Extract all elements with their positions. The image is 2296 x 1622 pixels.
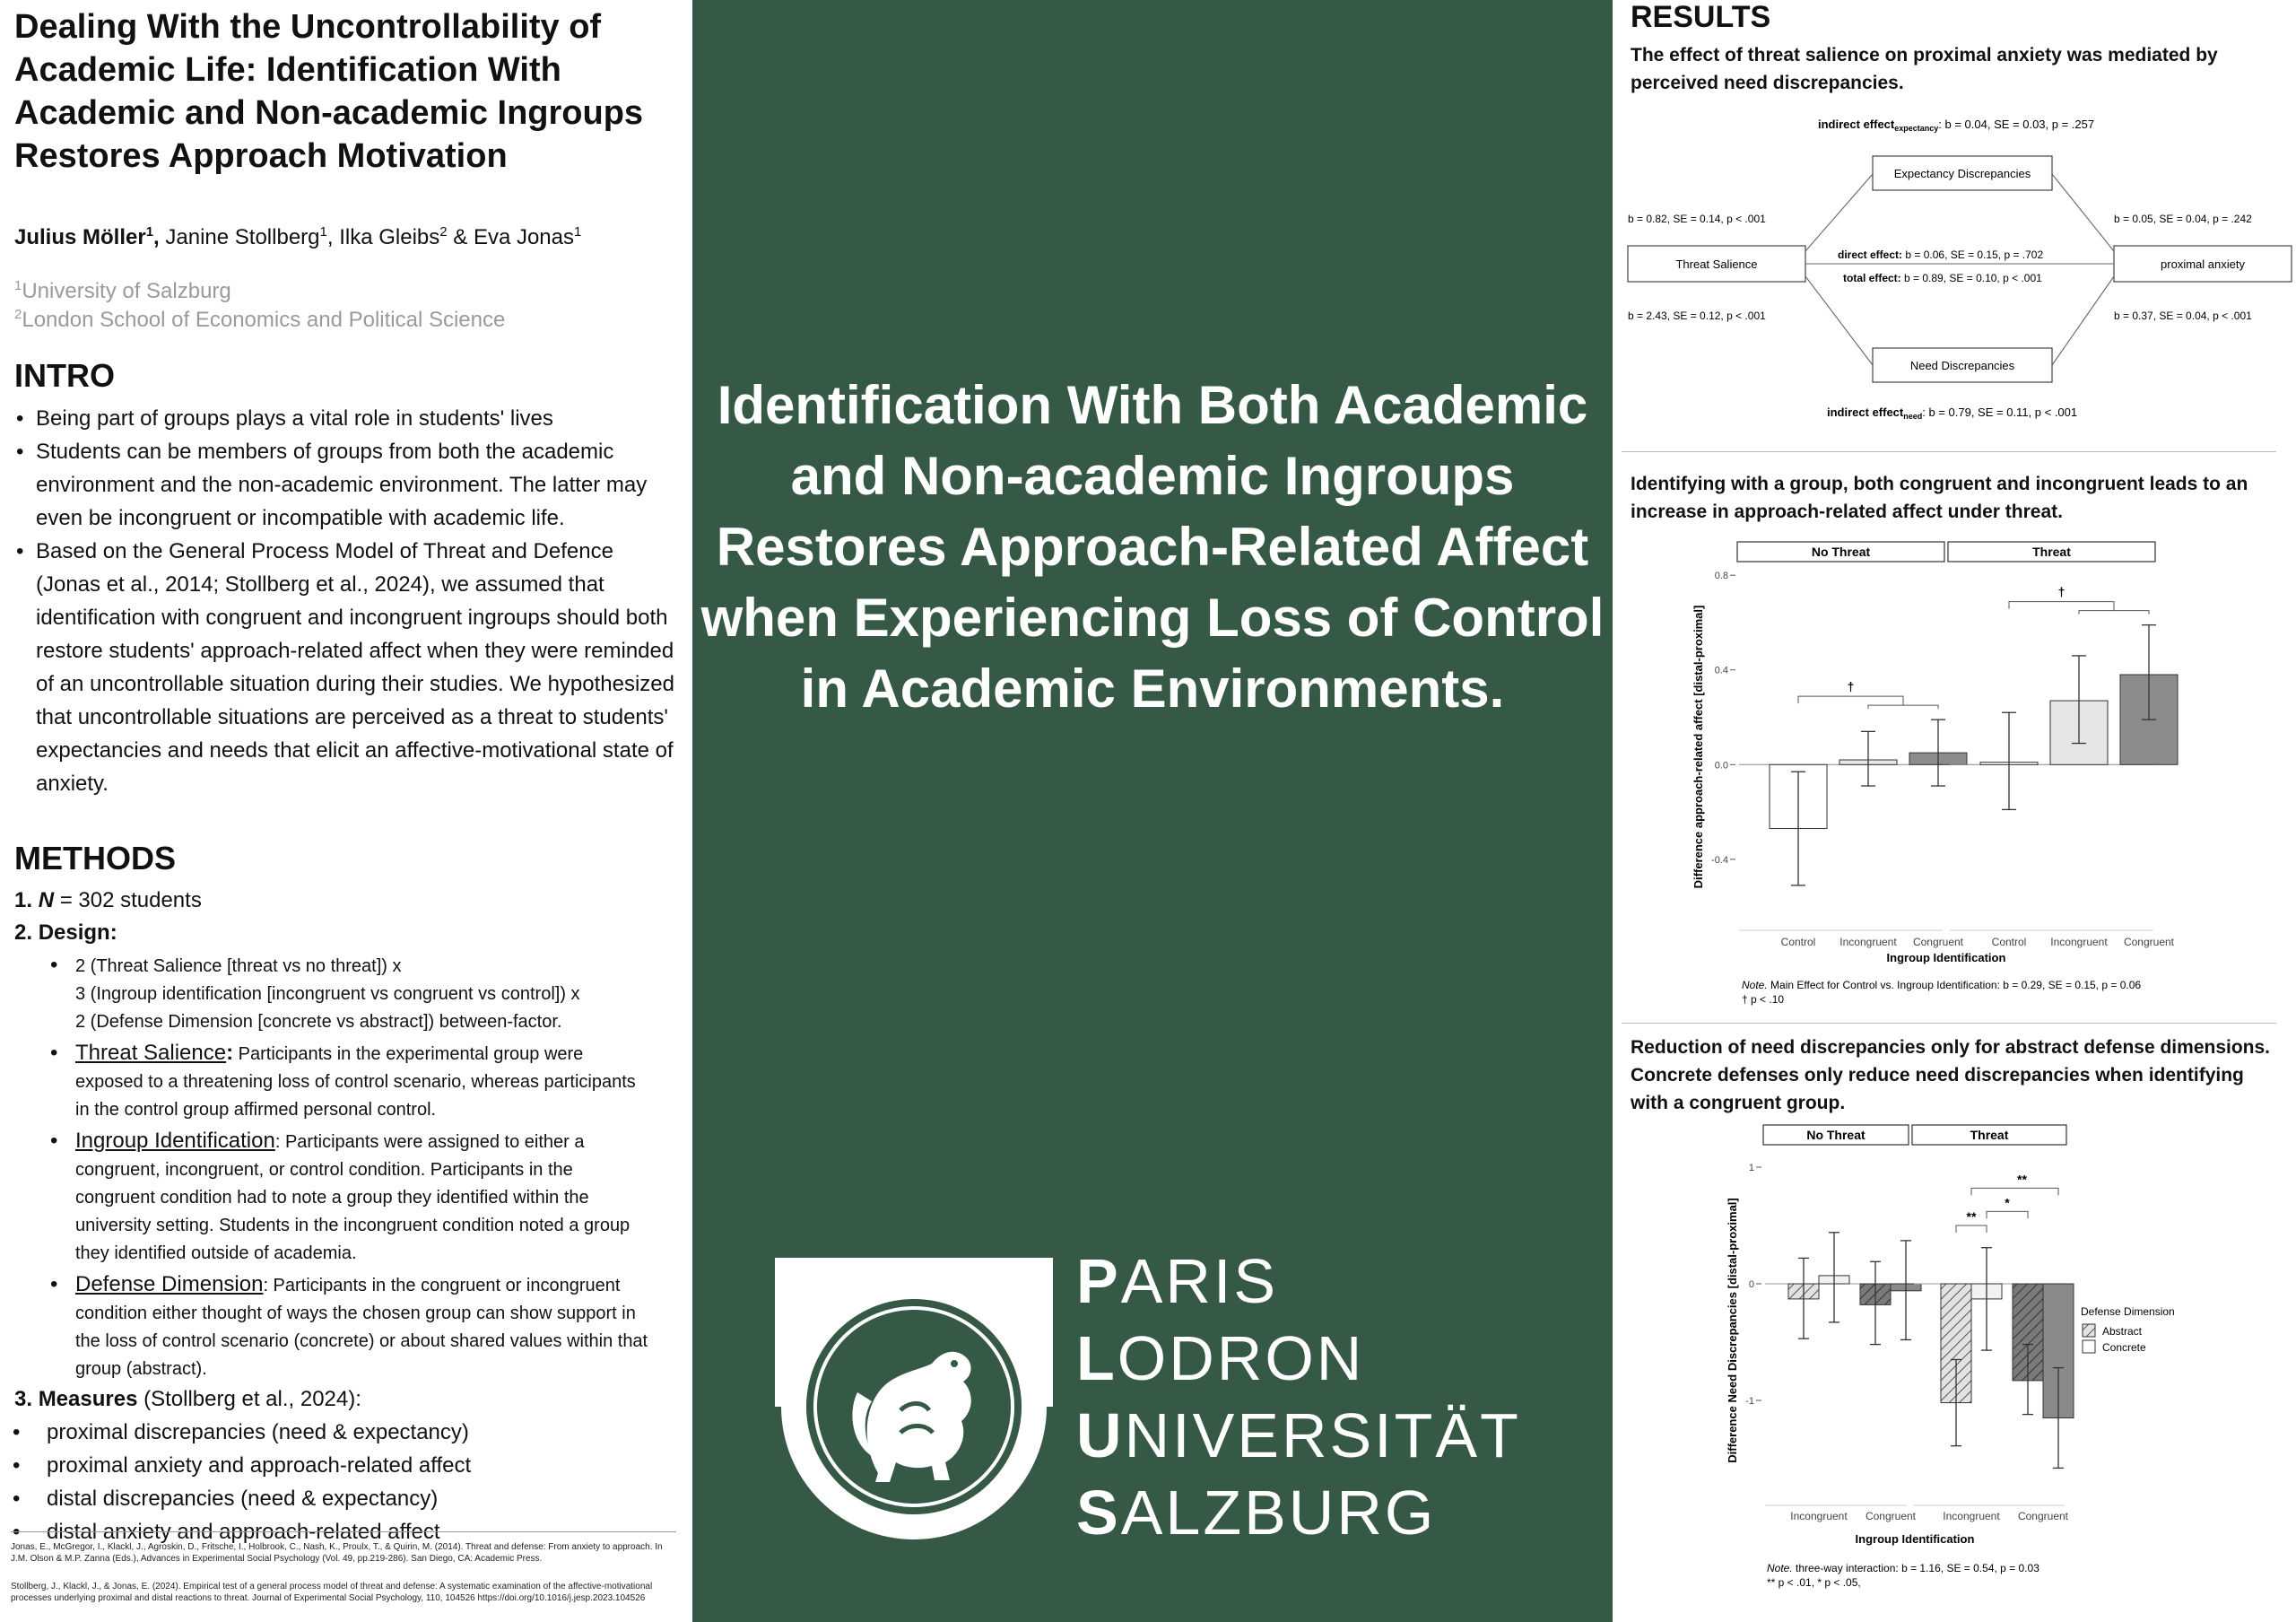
- path-b-expectancy: b = 0.05, SE = 0.04, p = .242: [2114, 213, 2252, 225]
- chart-note-significance: ** p < .01, * p < .05,: [1767, 1576, 1861, 1589]
- mediation-diagram: [1614, 106, 2296, 438]
- approach-affect-chart: [1614, 531, 2296, 1016]
- significance-marker: **: [1966, 1209, 1977, 1224]
- y-tick-label: 0.4: [1714, 665, 1728, 676]
- x-axis-label: Ingroup Identification: [1855, 1532, 1975, 1546]
- y-tick-label: -1: [1745, 1396, 1754, 1407]
- defense-description: Defense Dimension: Participants in the congruent or incongruent condition either thought of ways the chosen group can show support in the loss of control scenario (concrete) or about shared values within that group (abstract).: [75, 1272, 648, 1379]
- ingroup-description: Ingroup Identification: Participants were assigned to either a congruent, incongruent, or control condition. Participants in the congruent condition had to note a group they identified within the university setting. Students in the incongruent condition noted a group they identified outside of academia.: [75, 1129, 631, 1263]
- affiliation-1: $^1$University of Salzburg: [14, 278, 231, 303]
- reference-2: Stollberg, J., Klackl, J., & Jonas, E. (2024). Empirical test of a general process model of threat and defense: A systematic examination of the affective-motivational processes underlying proximal and distal reactions to threat. Journal of Experimental Social Psychology, 110, 104526 https://doi.org/10.1016/j.jesp.2023.104526: [11, 1582, 653, 1603]
- y-axis-label: Difference approach-related affect [distal-proximal]: [1692, 605, 1705, 889]
- x-axis-label: Ingroup Identification: [1886, 951, 2006, 964]
- x-tick-label: Congruent: [1865, 1510, 1917, 1522]
- path-lines: [1805, 174, 2114, 365]
- center-panel: [692, 0, 1613, 1622]
- path-a-expectancy: b = 0.82, SE = 0.14, p < .001: [1628, 213, 1766, 225]
- y-tick-label: 1: [1748, 1163, 1754, 1173]
- results-heading: RESULTS: [1631, 0, 1771, 34]
- reference-divider: [11, 1531, 676, 1532]
- path-a-need: b = 2.43, SE = 0.12, p < .001: [1628, 310, 1766, 322]
- x-tick-label: Congruent: [2123, 936, 2175, 948]
- need-discrepancy-chart: [1614, 1118, 2296, 1622]
- left-column: [0, 0, 691, 1622]
- logo-line-salzburg: SALZBURG: [1076, 1478, 1437, 1548]
- affiliation-2: $^2$London School of Economics and Political Science: [14, 307, 506, 332]
- measures-list: [11, 1416, 674, 1548]
- intro-heading: INTRO: [14, 357, 115, 394]
- x-tick-label: Incongruent: [2050, 936, 2108, 948]
- y-tick-label: -0.4: [1711, 854, 1728, 866]
- svg-text:Need Discrepancies: Need Discrepancies: [1909, 359, 2015, 372]
- y-axis-label: Difference Need Discrepancies [distal-proximal]: [1726, 1198, 1739, 1463]
- svg-text:Expectancy Discrepancies: Expectancy Discrepancies: [1893, 167, 2031, 180]
- chart-note: Note. Main Effect for Control vs. Ingroup Identification: b = 0.29, SE = 0.15, p = 0.06: [1742, 979, 2142, 991]
- chart-note: Note. three-way interaction: b = 1.16, SE = 0.54, p = 0.03: [1767, 1562, 2039, 1574]
- results-subtitle-affect: Identifying with a group, both congruent and incongruent leads to an increase in approach-related affect under threat.: [1631, 474, 2248, 522]
- node-expectancy: [1873, 156, 2052, 190]
- bullet-dot: •: [50, 953, 58, 977]
- intro-bullet: • Students can be members of groups from both the academic environment and the non-academic environment. The latter may even be incongruent or incompatible with academic life.: [14, 435, 678, 535]
- legend-swatch-concrete: [2083, 1340, 2095, 1353]
- legend-title: Defense Dimension: [2081, 1305, 2175, 1318]
- x-tick-label: Incongruent: [1790, 1510, 1848, 1522]
- bullet-dot: •: [50, 1041, 58, 1065]
- significance-marker: *: [2005, 1195, 2010, 1210]
- x-tick-label: Congruent: [1912, 936, 1964, 948]
- methods-n: 1. N = 302 students: [14, 888, 202, 912]
- measure-item: • distal anxiety and approach-related affect: [11, 1515, 674, 1548]
- facet-strip-label: Threat: [1970, 1128, 2009, 1142]
- group-bracket: [2079, 611, 2149, 615]
- significance-marker: **: [2017, 1172, 2027, 1187]
- legend-label-abstract: Abstract: [2102, 1325, 2143, 1338]
- path-b-need: b = 0.37, SE = 0.04, p < .001: [2114, 310, 2252, 322]
- threat-salience-description: Threat Salience: Participants in the experimental group were exposed to a threatening loss of control scenario, whereas participants in the control group affirmed personal control.: [75, 1041, 636, 1120]
- section-divider: [1622, 451, 2276, 452]
- bullet-dot: •: [50, 1272, 58, 1296]
- poster-title: Dealing With the Uncontrollability of Academic Life: Identification With Academic and Non-academic Ingroups Restores Approach Motivation: [14, 8, 644, 175]
- significance-bracket: [1956, 1225, 1987, 1233]
- facet-strip-label: Threat: [2032, 545, 2071, 559]
- node-proximal-anxiety: [2114, 246, 2292, 282]
- x-tick-label: Incongruent: [1839, 936, 1897, 948]
- measure-item: • proximal anxiety and approach-related affect: [11, 1449, 674, 1482]
- lion-seal-icon: [775, 1258, 1053, 1543]
- direct-effect: direct effect: b = 0.06, SE = 0.15, p = .702: [1838, 249, 2044, 261]
- chart-note-significance: † p < .10: [1742, 993, 1785, 1006]
- design-text: 2 (Threat Salience [threat vs no threat]) x 3 (Ingroup identification [incongruent vs congruent vs control]) x 2 (Defense Dimension [concrete vs abstract]) between-factor.: [75, 956, 580, 1032]
- total-effect: total effect: b = 0.89, SE = 0.10, p < .001: [1843, 272, 2042, 284]
- x-tick-label: Control: [1991, 936, 2027, 948]
- intro-bullet: • Based on the General Process Model of Threat and Defence (Jonas et al., 2014; Stollberg et al., 2024), we assumed that identification with congruent and incongruent ingroups should both restore students' approach-related affect when they were reminded of an uncontrollable situation during their studies. We hypothesized that uncontrollable situations are perceived as a threat to students' expectancies and needs that elicit an affective-motivational state of anxiety.: [14, 535, 678, 800]
- legend-swatch-abstract: [2083, 1324, 2095, 1337]
- tagline: Identification With Both Academic and Non-academic Ingroups Restores Approach-Related Affect when Experiencing Loss of Control in Academic Environments.: [700, 375, 1605, 719]
- group-bracket: [1868, 705, 1938, 709]
- facet-strip-label: No Threat: [1811, 545, 1871, 559]
- indirect-effect-expectancy: indirect effect$_{expectancy}$: b = 0.04, SE = 0.03, p = .257: [1818, 118, 2095, 133]
- measure-item: • distal discrepancies (need & expectancy): [11, 1482, 674, 1515]
- significance-bracket: [2009, 602, 2114, 611]
- results-subtitle-need: Reduction of need discrepancies only for abstract defense dimensions. Concrete defenses only reduce need discrepancies when identifying with a congruent group.: [1631, 1037, 2271, 1113]
- node-need: [1873, 348, 2052, 382]
- significance-bracket: [1987, 1211, 2028, 1218]
- results-subtitle-mediation: The effect of threat salience on proximal anxiety was mediated by perceived need discrepancies.: [1631, 45, 2218, 93]
- significance-marker: †: [1847, 679, 1855, 694]
- methods-design-heading: 2. Design:: [14, 920, 117, 945]
- legend-label-concrete: Concrete: [2102, 1341, 2146, 1354]
- significance-marker: †: [2057, 584, 2066, 599]
- y-tick-label: 0.8: [1714, 571, 1728, 582]
- indirect-effect-need: indirect effect$_{need}$: b = 0.79, SE = 0.11, p < .001: [1827, 406, 2078, 421]
- x-tick-label: Control: [1780, 936, 1816, 948]
- significance-bracket: [1798, 696, 1903, 705]
- logo-line-paris: PARIS: [1076, 1246, 1279, 1316]
- reference-1: Jonas, E., McGregor, I., Klackl, J., Agroskin, D., Fritsche, I., Holbrook, C., Nash, K., Proulx, T., & Quirin, M. (2014). Threat and defense: From anxiety to approach. In J.M. Olson & M.P. Zanna (Eds.), Advances in Experimental Social Psychology (Vol. 49, pp.219-286). San Diego, CA: Academic Press.: [11, 1542, 663, 1564]
- author-list: Julius Möller$^1$, Janine Stollberg$^1$, Ilka Gleibs$^2$ & Eva Jonas$^1$: [14, 224, 582, 249]
- intro-list: [14, 402, 678, 800]
- y-tick-label: 0: [1748, 1279, 1754, 1290]
- results-column: [1614, 0, 2296, 1622]
- node-threat-salience: [1628, 246, 1805, 282]
- intro-bullet: • Being part of groups plays a vital role in students' lives: [14, 402, 678, 435]
- measures-heading: 3. Measures (Stollberg et al., 2024):: [14, 1387, 361, 1411]
- x-tick-label: Incongruent: [1943, 1510, 2000, 1522]
- bullet-dot: •: [50, 1129, 58, 1153]
- facet-strip-label: No Threat: [1806, 1128, 1866, 1142]
- logo-line-lodron: LODRON: [1076, 1323, 1365, 1393]
- significance-bracket: [1971, 1188, 2058, 1195]
- svg-text:Threat Salience: Threat Salience: [1675, 257, 1758, 271]
- x-tick-label: Congruent: [2017, 1510, 2069, 1522]
- section-divider: [1622, 1023, 2276, 1024]
- methods-heading: METHODS: [14, 840, 176, 876]
- y-tick-label: 0.0: [1714, 760, 1728, 772]
- svg-text:proximal anxiety: proximal anxiety: [2161, 257, 2245, 271]
- measure-item: • proximal discrepancies (need & expectancy): [11, 1416, 674, 1449]
- logo-line-universitat: UNIVERSITÄT: [1076, 1400, 1521, 1470]
